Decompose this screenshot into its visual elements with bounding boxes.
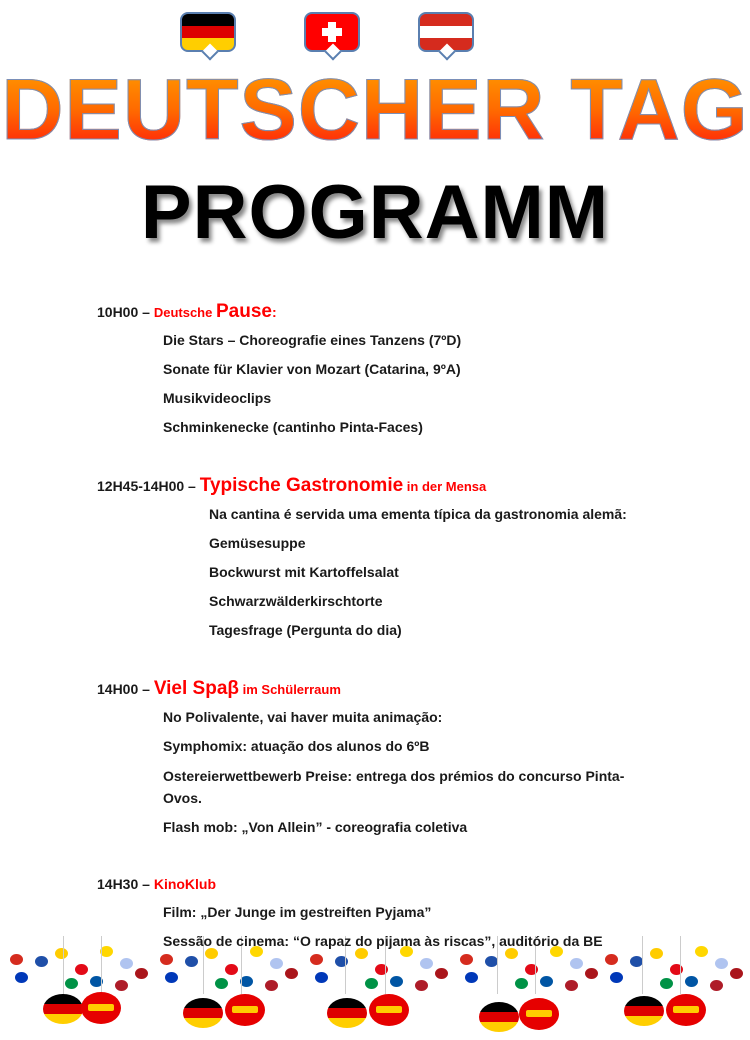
section-heading <box>97 870 717 898</box>
list-item: Schminkenecke (cantinho Pinta-Faces) <box>163 419 423 435</box>
section-time: 14H30 – <box>97 876 154 892</box>
section-heading <box>97 298 717 326</box>
list-item: Film: „Der Junge im gestreiften Pyjama” <box>163 904 432 920</box>
flag-dot-icon <box>15 972 28 983</box>
section-title: Pause <box>215 301 272 322</box>
flag-dot-icon <box>565 980 578 991</box>
flag-dot-icon <box>610 972 623 983</box>
program-list <box>97 298 717 956</box>
flag-dot-icon <box>390 976 403 987</box>
flag-dot-icon <box>270 958 283 969</box>
german-speech-bubble-icon <box>183 998 223 1028</box>
list-item: Flash mob: „Von Allein” - coreografia coletiva <box>163 819 468 835</box>
section-title: KinoKlub <box>153 876 217 892</box>
section-time: 14H00 – <box>97 681 154 697</box>
flag-dot-icon <box>75 964 88 975</box>
sprechen-sie-deutsch-bubble-icon <box>369 994 409 1026</box>
flag-dot-icon <box>65 978 78 989</box>
list-item: Sessão de cinema: “O rapaz do pijama às riscas”, auditório da BE <box>163 933 603 949</box>
sprechen-sie-deutsch-bubble-icon <box>81 992 121 1024</box>
sprechen-sie-deutsch-bubble-icon <box>225 994 265 1026</box>
list-item: Ostereierwettbewerb Preise: entrega dos prémios do concurso Pinta-Ovos. <box>163 768 625 806</box>
flag-dot-icon <box>265 980 278 991</box>
flag-dot-icon <box>515 978 528 989</box>
list-item: Gemüsesuppe <box>209 535 306 551</box>
german-speech-bubble-icon <box>624 996 664 1026</box>
list-item: Symphomix: atuação dos alunos do 6ºB <box>163 738 430 754</box>
flag-dot-icon <box>660 978 673 989</box>
flag-dot-icon <box>710 980 723 991</box>
section-title-suffix: : <box>271 304 277 320</box>
program-section-pause <box>97 298 717 442</box>
flag-dot-icon <box>315 972 328 983</box>
section-title: Viel Spaβ <box>153 678 240 699</box>
flag-dot-icon <box>225 964 238 975</box>
flag-dot-icon <box>415 980 428 991</box>
section-title-prefix: Deutsche <box>153 305 216 320</box>
flag-dot-icon <box>540 976 553 987</box>
program-section-gastronomie <box>97 472 717 645</box>
list-item: Sonate für Klavier von Mozart (Catarina, 9ºA) <box>163 361 461 377</box>
list-item: Na cantina é servida uma ementa típica da gastronomia alemã: <box>209 506 627 522</box>
flag-dot-icon <box>365 978 378 989</box>
flag-dot-icon <box>730 968 743 979</box>
flag-dot-icon <box>115 980 128 991</box>
sprechen-sie-deutsch-bubble-icon <box>519 998 559 1030</box>
flag-dot-icon <box>420 958 433 969</box>
section-title: Typische Gastronomie <box>199 475 404 496</box>
flag-dot-icon <box>55 948 68 959</box>
flag-dot-icon <box>525 964 538 975</box>
section-time: 10H00 – <box>97 304 154 320</box>
flag-dot-icon <box>165 972 178 983</box>
flag-dot-icon <box>335 956 348 967</box>
flag-dot-icon <box>685 976 698 987</box>
section-time: 12H45-14H00 – <box>97 478 200 494</box>
list-item: Bockwurst mit Kartoffelsalat <box>209 564 399 580</box>
flag-dot-icon <box>570 958 583 969</box>
flag-dot-icon <box>35 956 48 967</box>
list-item: Musikvideoclips <box>163 390 272 406</box>
german-speech-bubble-icon <box>479 1002 519 1032</box>
flag-dot-icon <box>120 958 133 969</box>
program-section-kinoklub <box>97 870 717 956</box>
flag-dot-icon <box>435 968 448 979</box>
page-subtitle: PROGRAMM <box>140 170 610 255</box>
flag-dot-icon <box>215 978 228 989</box>
section-title-suffix: in der Mensa <box>403 479 487 494</box>
program-section-viel-spass <box>97 675 717 842</box>
german-speech-bubble-icon <box>43 994 83 1024</box>
flag-dot-icon <box>375 964 388 975</box>
section-title-suffix: im Schülerraum <box>239 682 341 697</box>
list-item: No Polivalente, vai haver muita animação: <box>163 709 443 725</box>
flag-dot-icon <box>715 958 728 969</box>
sprechen-sie-deutsch-bubble-icon <box>666 994 706 1026</box>
flag-row <box>0 12 750 64</box>
german-speech-bubble-icon <box>327 998 367 1028</box>
section-heading <box>97 472 717 500</box>
section-heading <box>97 675 717 703</box>
list-item: Schwarzwälderkirschtorte <box>209 593 383 609</box>
flag-dot-icon <box>585 968 598 979</box>
flag-dot-icon <box>135 968 148 979</box>
string <box>63 936 64 994</box>
flag-dot-icon <box>465 972 478 983</box>
list-item: Tagesfrage (Pergunta do dia) <box>209 622 402 638</box>
page-title: DEUTSCHER TAG <box>1 62 749 158</box>
flag-dot-icon <box>185 956 198 967</box>
flag-dot-icon <box>285 968 298 979</box>
flag-dot-icon <box>670 964 683 975</box>
flag-dot-icon <box>10 954 23 965</box>
list-item: Die Stars – Choreografie eines Tanzens (7ºD) <box>163 332 462 348</box>
